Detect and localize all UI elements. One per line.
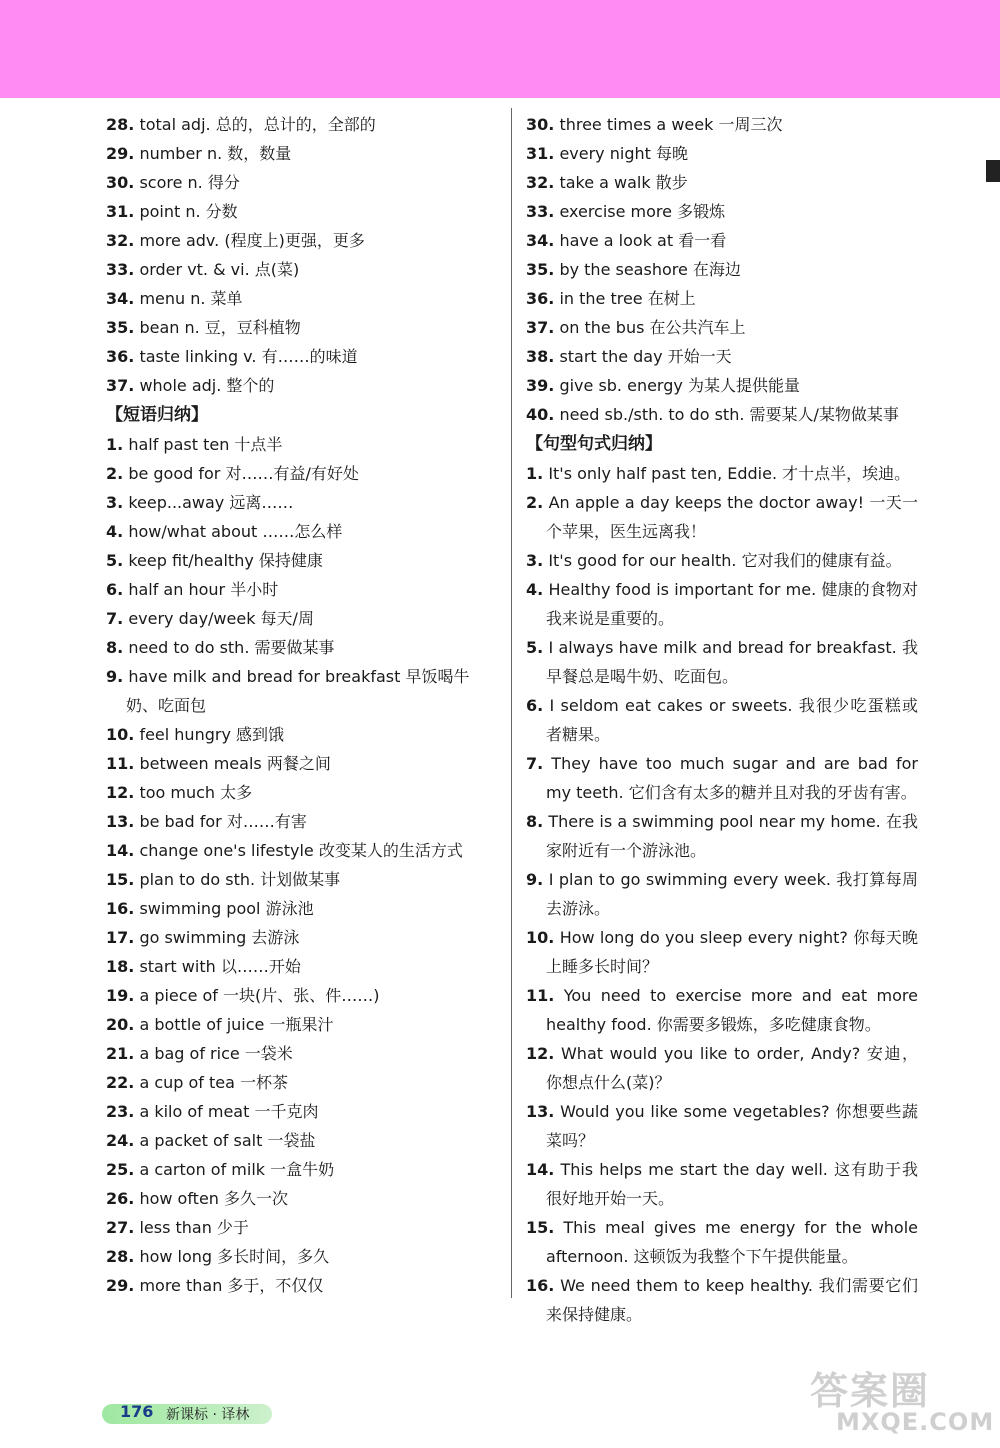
list-item	[106, 110, 500, 139]
item-text: Would you like some vegetables? 你想要些蔬菜吗？	[546, 1102, 918, 1150]
list-item	[526, 1271, 918, 1329]
list-item	[106, 894, 500, 923]
item-text: I always have milk and bread for breakfast. 我早餐总是喝牛奶、吃面包。	[546, 638, 918, 686]
list-item	[526, 255, 918, 284]
item-number: 14.	[106, 841, 135, 860]
list-item	[106, 720, 500, 749]
list-item	[106, 517, 500, 546]
list-item	[106, 1097, 500, 1126]
item-number: 37.	[526, 318, 555, 337]
item-number: 15.	[526, 1218, 555, 1237]
item-text: how long 多长时间，多久	[139, 1247, 330, 1266]
item-text: less than 少于	[139, 1218, 249, 1237]
left-column	[106, 110, 500, 1300]
list-item	[106, 749, 500, 778]
item-text: a bottle of juice 一瓶果汁	[139, 1015, 334, 1034]
item-text: menu n. 菜单	[139, 289, 243, 308]
list-item	[106, 371, 500, 400]
list-item	[526, 575, 918, 633]
item-text: in the tree 在树上	[559, 289, 696, 308]
watermark-url: MXQE.COM	[836, 1408, 995, 1436]
item-number: 4.	[106, 522, 124, 541]
watermark-text: 答案圈	[810, 1369, 931, 1413]
item-text: feel hungry 感到饿	[139, 725, 285, 744]
item-text: need to do sth. 需要做某事	[128, 638, 335, 657]
item-text: every night 每晚	[559, 144, 688, 163]
item-text: a cup of tea 一杯茶	[139, 1073, 289, 1092]
item-number: 20.	[106, 1015, 135, 1034]
item-number: 21.	[106, 1044, 135, 1063]
list-item	[526, 168, 918, 197]
item-text: plan to do sth. 计划做某事	[139, 870, 341, 889]
item-number: 17.	[106, 928, 135, 947]
item-text: be bad for 对……有害	[139, 812, 307, 831]
list-item	[526, 400, 918, 429]
item-text: keep fit/healthy 保持健康	[128, 551, 323, 570]
item-text: start with 以……开始	[139, 957, 301, 976]
item-number: 35.	[106, 318, 135, 337]
item-text: exercise more 多锻炼	[559, 202, 726, 221]
item-text: How long do you sleep every night? 你每天晚上睡多长时间？	[546, 928, 918, 976]
list-item	[106, 459, 500, 488]
sentence-list	[526, 459, 918, 1329]
item-number: 25.	[106, 1160, 135, 1179]
item-number: 15.	[106, 870, 135, 889]
item-number: 35.	[526, 260, 555, 279]
item-text: I plan to go swimming every week. 我打算每周去游泳。	[546, 870, 918, 918]
item-text: point n. 分数	[139, 202, 238, 221]
list-item	[106, 633, 500, 662]
item-number: 37.	[106, 376, 135, 395]
header-band	[0, 0, 1000, 98]
item-number: 1.	[526, 464, 544, 483]
item-number: 8.	[106, 638, 124, 657]
item-number: 3.	[106, 493, 124, 512]
item-number: 6.	[106, 580, 124, 599]
item-text: keep...away 远离……	[128, 493, 294, 512]
list-item	[106, 981, 500, 1010]
item-text: It's good for our health. 它对我们的健康有益。	[548, 551, 902, 570]
list-item	[526, 488, 918, 546]
item-number: 33.	[106, 260, 135, 279]
item-number: 31.	[106, 202, 135, 221]
vocabulary-list	[106, 110, 500, 400]
item-text: how often 多久一次	[139, 1189, 289, 1208]
item-text: have a look at 看一看	[559, 231, 727, 250]
phrase-list-right	[526, 110, 918, 429]
item-number: 33.	[526, 202, 555, 221]
item-text: how/what about ……怎么样	[128, 522, 343, 541]
sentence-summary-heading: 【句型句式归纳】	[526, 434, 662, 454]
list-item	[106, 342, 500, 371]
item-number: 4.	[526, 580, 544, 599]
item-text: They have too much sugar and are bad for my teeth. 它们含有太多的糖并且对我的牙齿有害。	[546, 754, 918, 802]
item-text: change one's lifestyle 改变某人的生活方式	[139, 841, 463, 860]
list-item	[526, 546, 918, 575]
item-number: 29.	[106, 144, 135, 163]
item-number: 32.	[526, 173, 555, 192]
item-number: 22.	[106, 1073, 135, 1092]
item-number: 26.	[106, 1189, 135, 1208]
list-item	[106, 1242, 500, 1271]
item-number: 13.	[106, 812, 135, 831]
item-text: order vt. & vi. 点(菜)	[139, 260, 300, 279]
list-item	[526, 749, 918, 807]
item-number: 29.	[106, 1276, 135, 1295]
phrase-list-left	[106, 430, 500, 1300]
item-number: 14.	[526, 1160, 555, 1179]
item-text: This meal gives me energy for the whole afternoon. 这顿饭为我整个下午提供能量。	[546, 1218, 919, 1266]
item-number: 19.	[106, 986, 135, 1005]
list-item	[526, 110, 918, 139]
item-number: 5.	[526, 638, 544, 657]
list-item	[526, 807, 918, 865]
list-item	[106, 197, 500, 226]
list-item	[106, 836, 500, 865]
item-text: We need them to keep healthy. 我们需要它们来保持健康。	[546, 1276, 918, 1324]
item-text: number n. 数，数量	[139, 144, 292, 163]
list-item	[106, 604, 500, 633]
list-item	[106, 952, 500, 981]
list-item	[106, 1155, 500, 1184]
item-number: 30.	[526, 115, 555, 134]
item-text: What would you like to order, Andy? 安迪，你想点什么(菜)？	[546, 1044, 918, 1092]
item-text: need sb./sth. to do sth. 需要某人/某物做某事	[559, 405, 899, 424]
item-number: 34.	[106, 289, 135, 308]
item-text: too much 太多	[139, 783, 253, 802]
item-text: half an hour 半小时	[128, 580, 279, 599]
list-item	[106, 313, 500, 342]
list-item	[106, 255, 500, 284]
list-item	[106, 1039, 500, 1068]
item-text: An apple a day keeps the doctor away! 一天一个苹果，医生远离我！	[546, 493, 918, 541]
item-number: 12.	[526, 1044, 555, 1063]
phrase-summary-heading: 【短语归纳】	[106, 405, 208, 425]
item-text: It's only half past ten, Eddie. 才十点半，埃迪。	[548, 464, 911, 483]
list-item	[106, 546, 500, 575]
list-item	[106, 430, 500, 459]
item-number: 36.	[106, 347, 135, 366]
item-text: have milk and bread for breakfast 早饭喝牛奶、吃面包	[126, 667, 470, 715]
item-number: 10.	[526, 928, 555, 947]
item-number: 5.	[106, 551, 124, 570]
item-text: Healthy food is important for me. 健康的食物对我来说是重要的。	[546, 580, 918, 628]
item-number: 23.	[106, 1102, 135, 1121]
item-text: total adj. 总的，总计的，全部的	[139, 115, 376, 134]
item-text: bean n. 豆，豆科植物	[139, 318, 301, 337]
list-item	[526, 1097, 918, 1155]
list-item	[526, 691, 918, 749]
item-text: score n. 得分	[139, 173, 240, 192]
item-number: 11.	[526, 986, 555, 1005]
item-text: a packet of salt 一袋盐	[139, 1131, 316, 1150]
item-text: a kilo of meat 一千克肉	[139, 1102, 319, 1121]
item-number: 28.	[106, 1247, 135, 1266]
list-item	[526, 284, 918, 313]
list-item	[106, 778, 500, 807]
list-item	[526, 342, 918, 371]
list-item	[106, 1010, 500, 1039]
item-text: be good for 对……有益/有好处	[128, 464, 359, 483]
list-item	[526, 197, 918, 226]
list-item	[106, 575, 500, 604]
item-text: on the bus 在公共汽车上	[559, 318, 746, 337]
list-item	[526, 865, 918, 923]
item-text: a piece of 一块(片、张、件……)	[139, 986, 380, 1005]
item-number: 12.	[106, 783, 135, 802]
list-item	[106, 1126, 500, 1155]
list-item	[106, 662, 500, 720]
item-number: 32.	[106, 231, 135, 250]
list-item	[106, 226, 500, 255]
list-item	[106, 1184, 500, 1213]
item-text: I seldom eat cakes or sweets. 我很少吃蛋糕或者糖果。	[546, 696, 918, 744]
item-text: a bag of rice 一袋米	[139, 1044, 293, 1063]
list-item	[106, 1213, 500, 1242]
item-number: 9.	[526, 870, 544, 889]
list-item	[106, 865, 500, 894]
item-number: 39.	[526, 376, 555, 395]
item-number: 24.	[106, 1131, 135, 1150]
item-number: 27.	[106, 1218, 135, 1237]
series-name: 新课标 · 译林	[166, 1407, 250, 1423]
item-text: You need to exercise more and eat more healthy food. 你需要多锻炼，多吃健康食物。	[546, 986, 918, 1034]
item-text: go swimming 去游泳	[139, 928, 300, 947]
item-number: 13.	[526, 1102, 555, 1121]
item-text: whole adj. 整个的	[139, 376, 275, 395]
item-text: half past ten 十点半	[128, 435, 283, 454]
item-number: 18.	[106, 957, 135, 976]
list-item	[526, 1155, 918, 1213]
item-number: 6.	[526, 696, 544, 715]
list-item	[526, 459, 918, 488]
list-item	[106, 807, 500, 836]
list-item	[106, 1271, 500, 1300]
item-text: three times a week 一周三次	[559, 115, 783, 134]
list-item	[106, 284, 500, 313]
item-number: 2.	[106, 464, 124, 483]
edge-tab-mark	[986, 160, 1000, 182]
column-divider	[511, 108, 512, 1298]
item-number: 36.	[526, 289, 555, 308]
item-number: 38.	[526, 347, 555, 366]
item-number: 7.	[106, 609, 124, 628]
list-item	[526, 1039, 918, 1097]
list-item	[526, 633, 918, 691]
list-item	[526, 139, 918, 168]
list-item	[106, 139, 500, 168]
item-number: 9.	[106, 667, 124, 686]
item-text: take a walk 散步	[559, 173, 688, 192]
item-text: swimming pool 游泳池	[139, 899, 314, 918]
list-item	[526, 226, 918, 255]
item-text: taste linking v. 有……的味道	[139, 347, 358, 366]
item-number: 8.	[526, 812, 544, 831]
item-text: a carton of milk 一盒牛奶	[139, 1160, 335, 1179]
item-text: This helps me start the day well. 这有助于我很好地开始一天。	[546, 1160, 918, 1208]
list-item	[526, 923, 918, 981]
item-text: give sb. energy 为某人提供能量	[559, 376, 800, 395]
item-text: start the day 开始一天	[559, 347, 732, 366]
item-number: 34.	[526, 231, 555, 250]
item-number: 7.	[526, 754, 544, 773]
item-text: every day/week 每天/周	[128, 609, 314, 628]
item-number: 16.	[526, 1276, 555, 1295]
item-number: 1.	[106, 435, 124, 454]
item-number: 30.	[106, 173, 135, 192]
item-text: more adv. (程度上)更强，更多	[139, 231, 365, 250]
list-item	[526, 1213, 918, 1271]
item-text: There is a swimming pool near my home. 在我家附近有一个游泳池。	[546, 812, 918, 860]
item-number: 16.	[106, 899, 135, 918]
item-number: 31.	[526, 144, 555, 163]
item-number: 28.	[106, 115, 135, 134]
item-number: 2.	[526, 493, 544, 512]
list-item	[526, 371, 918, 400]
page-number: 176	[120, 1402, 154, 1421]
list-item	[106, 488, 500, 517]
list-item	[526, 313, 918, 342]
watermark-logo	[800, 1360, 995, 1440]
item-number: 11.	[106, 754, 135, 773]
list-item	[106, 1068, 500, 1097]
item-text: between meals 两餐之间	[139, 754, 331, 773]
list-item	[526, 981, 918, 1039]
list-item	[106, 923, 500, 952]
list-item	[106, 168, 500, 197]
item-text: by the seashore 在海边	[559, 260, 741, 279]
item-number: 10.	[106, 725, 135, 744]
right-column	[526, 110, 918, 1329]
item-number: 3.	[526, 551, 544, 570]
item-text: more than 多于，不仅仅	[139, 1276, 324, 1295]
item-number: 40.	[526, 405, 555, 424]
